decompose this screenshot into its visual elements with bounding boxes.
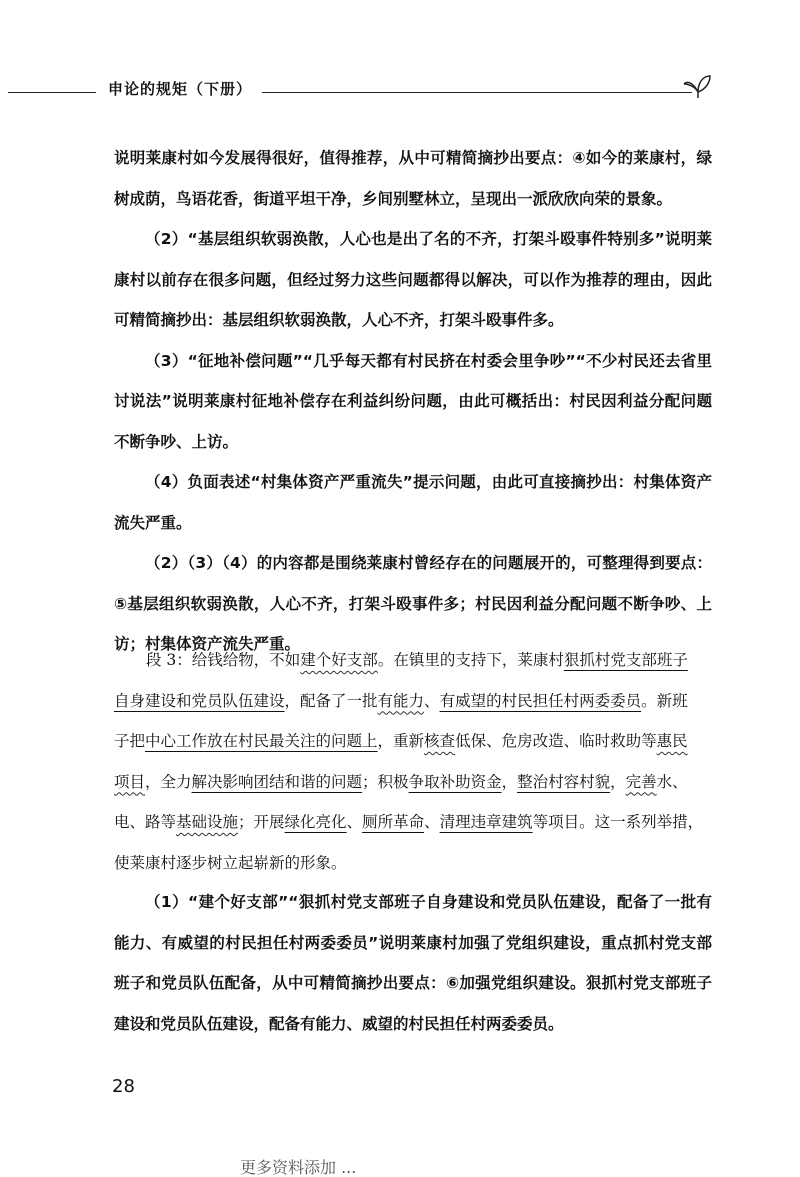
text: 段 3：给钱给物，不如	[146, 651, 301, 669]
marked-text: 惠民	[656, 732, 688, 750]
marked-text: 争取补助资金	[408, 772, 502, 791]
marked-text: 绿化亮化	[284, 813, 347, 831]
marked-text: 狠抓村党支部班子	[563, 651, 688, 669]
text: 、	[424, 813, 440, 831]
text: 、	[346, 813, 363, 831]
header-title: 申论的规矩（下册）	[108, 80, 253, 98]
segment-line	[114, 762, 714, 803]
header-rule-right	[262, 92, 692, 93]
source-segment-3	[114, 640, 714, 883]
marked-text: 完善	[625, 772, 657, 791]
segment-line	[114, 640, 714, 681]
text: 水、	[656, 772, 688, 791]
paragraph: （4）负面表述“村集体资产严重流失”提示问题，由此可直接摘抄出：村集体资产流失严重。	[114, 473, 712, 532]
marked-text: 建个好支部	[300, 651, 378, 669]
marked-text: 自身建设和党员队伍建设	[114, 691, 285, 710]
marked-text: 清理违章建筑	[439, 813, 533, 831]
paragraph: （2）（3）（4）的内容都是围绕莱康村曾经存在的问题展开的，可整理得到要点：⑤基层组织软弱涣散，人心不齐，打架斗殴事件多；村民因利益分配问题不断争吵、上访；村集体资产流失严重。	[114, 554, 712, 653]
marked-text: 有威望的村民担任村两委委员	[439, 691, 642, 710]
text: ；开展	[238, 813, 285, 831]
text: ，重新	[377, 732, 425, 750]
text: ，	[610, 772, 626, 791]
segment-line	[114, 843, 714, 884]
text: ，配备了一批	[284, 691, 378, 710]
marked-text: 整治村容村貌	[517, 772, 611, 791]
text: 使莱康村逐步树立起崭新的形象。	[114, 853, 347, 872]
paragraph: （1）“建个好支部”“狠抓村党支部班子自身建设和党员队伍建设，配备了一批有能力、有威望的村民担任村两委委员”说明莱康村加强了党组织建设，重点抓村党支部班子和党员队伍配备，从中可精简摘抄出要点：⑥加强党组织建设。狠抓村党支部班子建设和党员队伍建设，配备有能力、威望的村民担任村两委委员。	[114, 893, 712, 1033]
marked-text: 核查	[424, 732, 456, 750]
paragraph: （2）“基层组织软弱涣散，人心也是出了名的不齐，打架斗殴事件特别多”说明莱康村以前存在很多问题，但经过努力这些问题都得以解决，可以作为推荐的理由，因此可精简摘抄出：基层组织软弱涣散，人心不齐，打架斗殴事件多。	[114, 230, 712, 329]
text: 子把	[114, 732, 146, 750]
footer-fragment: 更多资料添加 ...	[240, 1158, 357, 1177]
text: ；积极	[362, 772, 409, 791]
paragraph: （3）“征地补偿问题”“几乎每天都有村民挤在村委会里争吵”“不少村民还去省里讨说法”说明莱康村征地补偿存在利益纠纷问题，由此可概括出：村民因利益分配问题不断争吵、上访。	[114, 351, 712, 451]
paragraph: 说明莱康村如今发展得很好，值得推荐，从中可精简摘抄出要点：④如今的莱康村，绿树成荫，鸟语花香，街道平坦干净，乡间别墅林立，呈现出一派欣欣向荣的景象。	[114, 149, 712, 208]
analysis-block-2	[114, 882, 712, 1044]
segment-line	[114, 802, 714, 843]
text: 低保、危房改造、临时救助等	[455, 732, 657, 750]
marked-text: 基础设施	[176, 813, 239, 831]
text: 。新班	[641, 691, 688, 710]
analysis-block-1	[114, 138, 712, 665]
marked-text: 有能力	[377, 691, 425, 710]
text: 。在镇里的支持下，莱康村	[377, 651, 564, 669]
segment-line	[114, 721, 714, 762]
marked-text: 解决影响团结和谐的问题	[191, 772, 363, 791]
text: ，全力	[145, 772, 192, 791]
segment-line	[114, 681, 714, 722]
text: ，	[501, 772, 518, 791]
text: 电、路等	[114, 813, 177, 831]
page-number: 28	[112, 1076, 135, 1097]
text: 等项目。这一系列举措，	[532, 813, 704, 831]
marked-text: 厕所革命	[362, 813, 425, 831]
running-header	[0, 70, 800, 110]
sprout-icon	[680, 70, 716, 100]
header-rule-left	[8, 92, 96, 93]
marked-text: 项目	[114, 772, 146, 791]
text: 、	[424, 691, 440, 710]
marked-text: 中心工作放在村民最关注的问题上	[145, 732, 378, 750]
